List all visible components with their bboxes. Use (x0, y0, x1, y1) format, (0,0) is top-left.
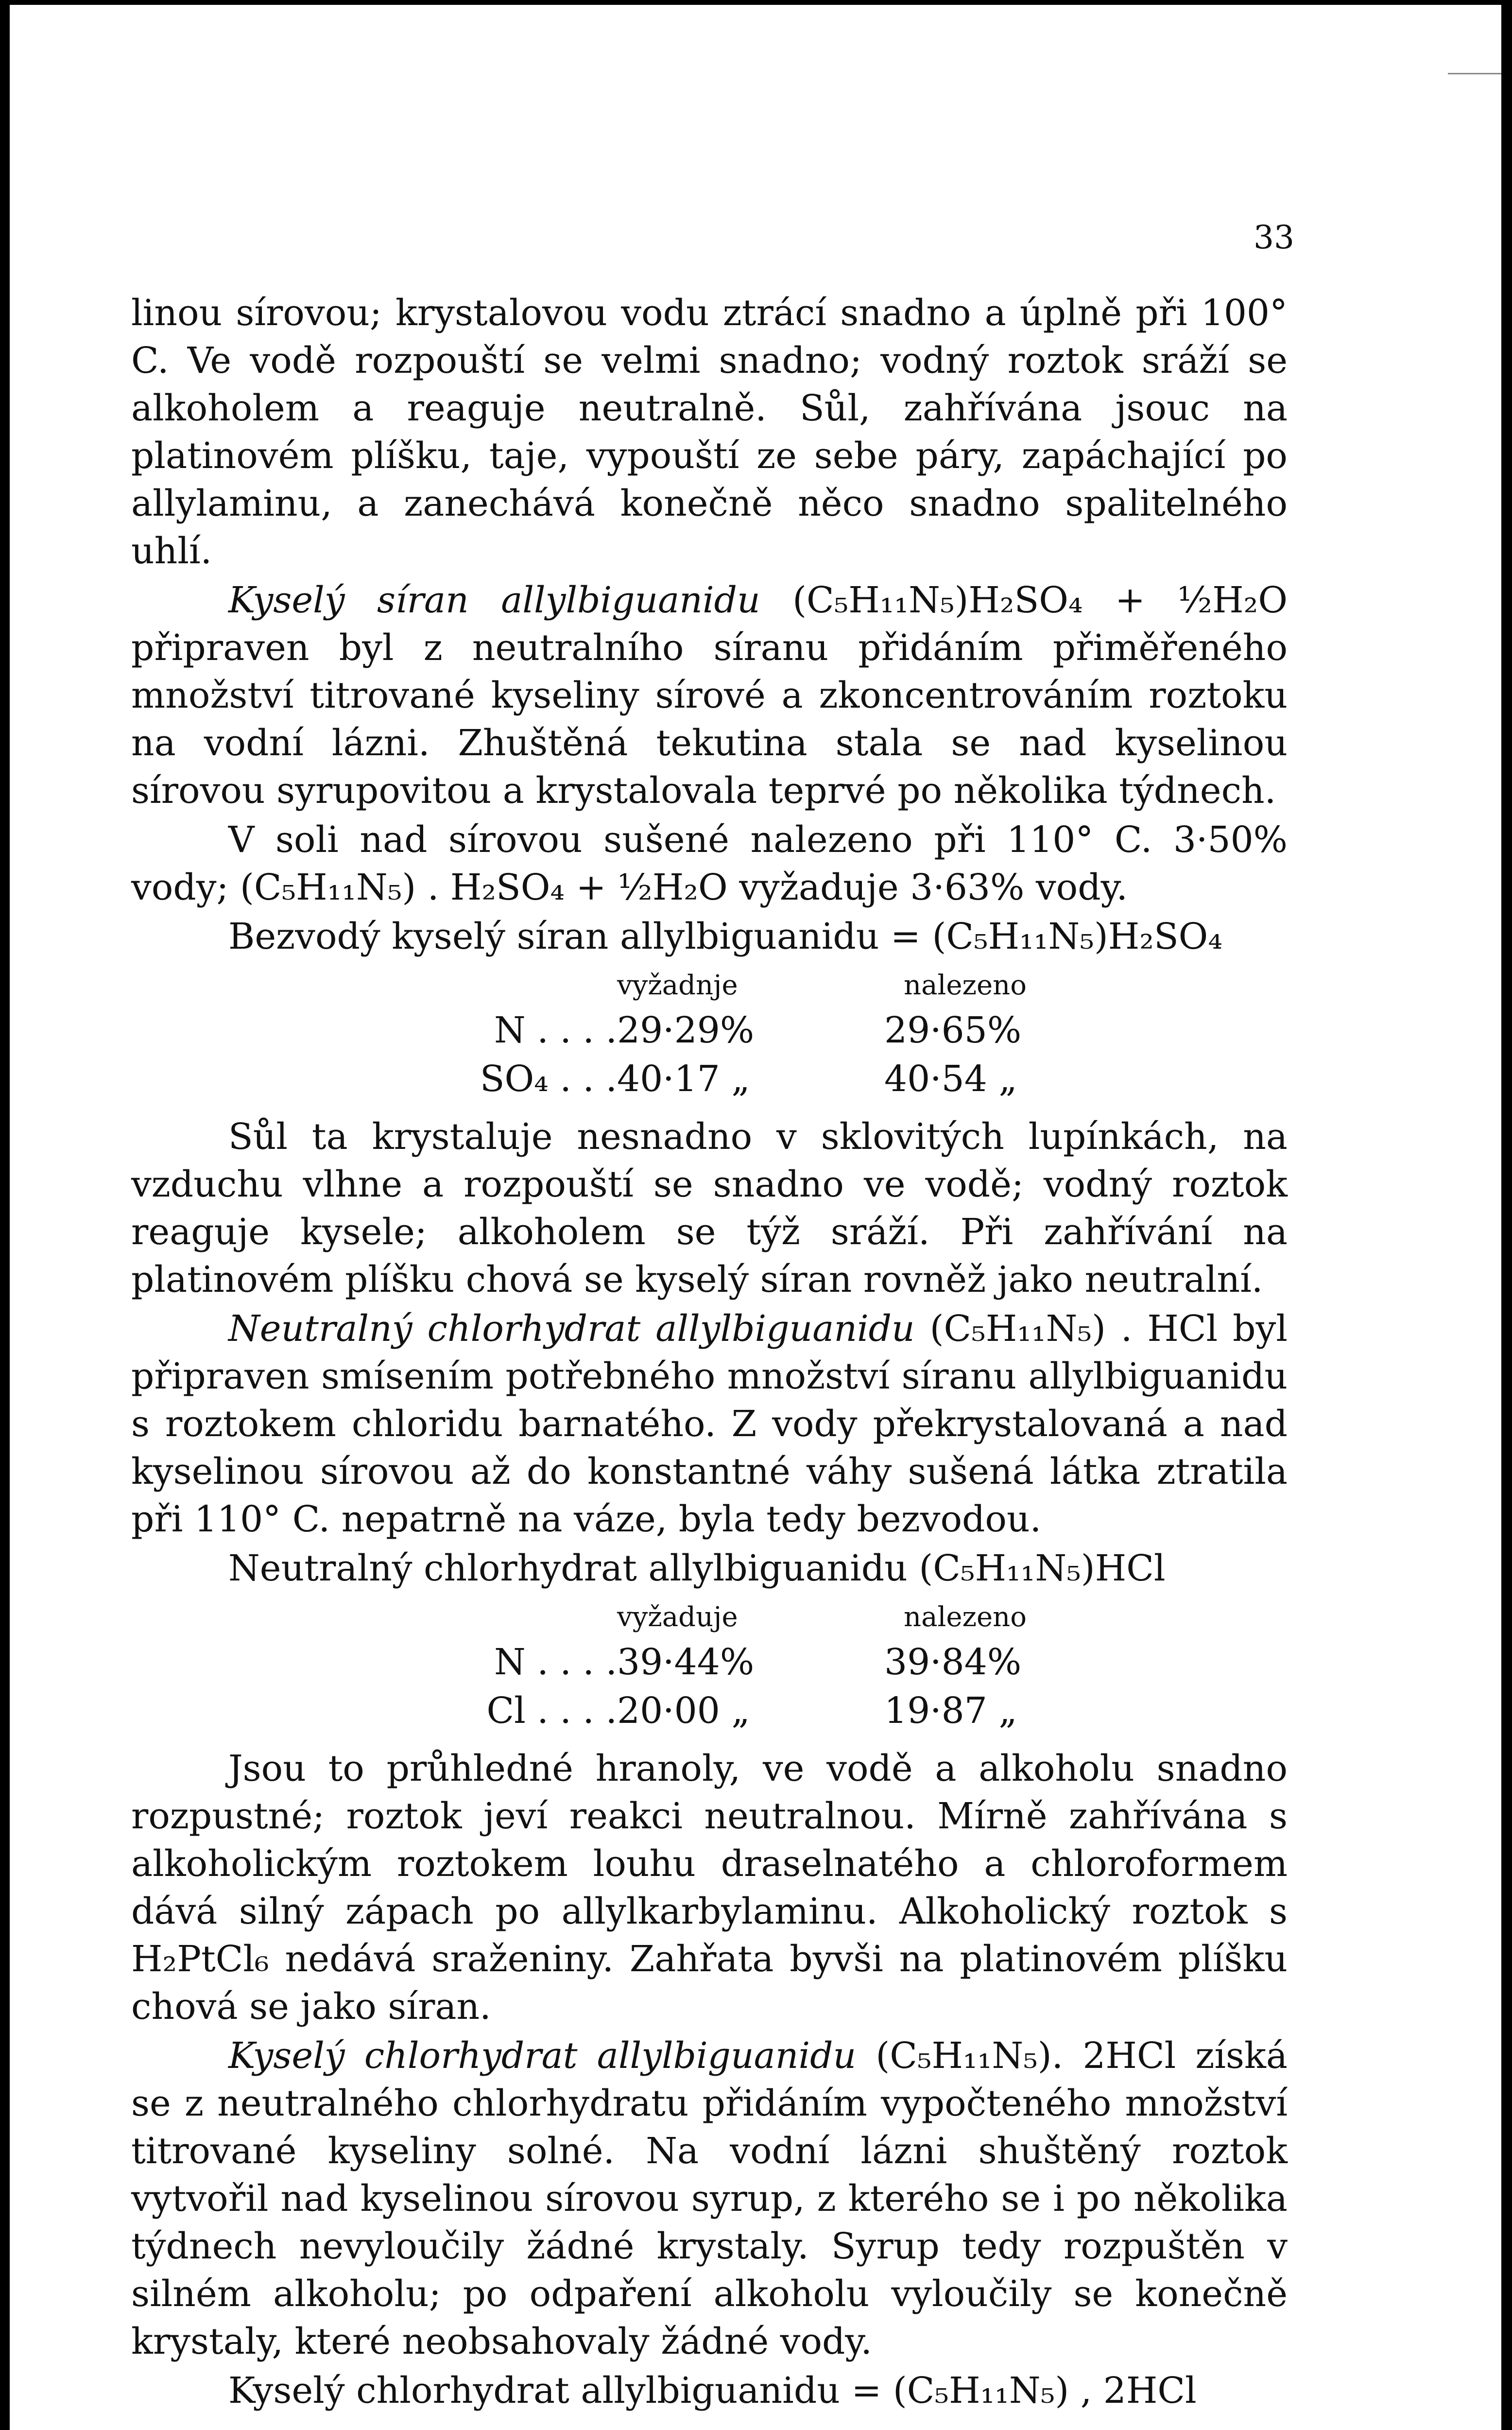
paragraph-5 (131, 1305, 1288, 1543)
element-symbol: Cl (486, 1690, 526, 1732)
leader-dots: . . . (560, 1058, 617, 1100)
paragraph-2 (131, 576, 1288, 815)
element-symbol: N (494, 1009, 526, 1051)
leader-dots: . . . . (537, 1690, 617, 1732)
found-value: 19·87 „ (884, 1690, 1017, 1732)
table-header (131, 965, 1288, 1006)
header-found: nalezeno (904, 1601, 1027, 1633)
page-number: 33 (1254, 219, 1294, 256)
paragraph-7-text: (C₅H₁₁N₅). 2HCl získá se z neutralného chlorhydratu přidáním vypočteného množství titrované kyseliny solné. Na vodní lázni shuštěný roztok vytvořil nad kyselinou sírovou syrup, z kterého se i po několika týdnech nevyloučily žádné krystaly. Syrup tedy rozpuštěn v silném alkoholu; po odpaření alkoholu vyloučily se konečně krystaly, které neobsahovaly žádné vody. (131, 2035, 1288, 2362)
header-required: vyžaduje (617, 1601, 738, 1633)
paragraph-2-text: (C₅H₁₁N₅)H₂SO₄ + ½H₂O připraven byl z neutralního síranu přidáním přiměřeného množství titrované kyseliny sírové a zkoncentrováním roztoku na vodní lázni. Zhuštěná tekutina stala se nad kyselinou sírovou syrupovitou a krystalovala teprvé po několika týdnech. (131, 579, 1288, 812)
found-value: 29·65% (884, 1009, 1022, 1051)
table-header (131, 1597, 1288, 1638)
table-row (131, 1686, 1288, 1735)
formula-anhydrous-acid-sulfate: Bezvodý kyselý síran allylbiguanidu = (C₅H₁₁N₅)H₂SO₄ (228, 916, 1222, 957)
table-row (131, 1055, 1288, 1103)
compound-title-acid-chlorhydrate: Kyselý chlorhydrat allylbiguanidu (228, 2035, 857, 2077)
found-value: 40·54 „ (884, 1058, 1017, 1100)
paragraph-7 (131, 2032, 1288, 2365)
paragraph-6: Jsou to průhledné hranoly, ve vodě a alkoholu snadno rozpustné; roztok jeví reakci neutralnou. Mírně zahřívána s alkoholickým roztokem louhu draselnatého a chloroformem dává silný zápach po allylkarbylaminu. Alkoholický roztok s H₂PtCl₆ nedává sraženiny. Zahřata byvši na platinovém plíšku chová se jako síran. (131, 1748, 1288, 2028)
element-symbol: N (494, 1641, 526, 1683)
body-text (131, 289, 1288, 2414)
leader-dots: . . . . (537, 1009, 617, 1051)
required-value: 29·29% (617, 1009, 755, 1051)
element-symbol: SO₄ (480, 1058, 549, 1100)
compound-title-acid-sulfate: Kyselý síran allylbiguanidu (228, 579, 760, 621)
required-value: 20·00 „ (617, 1690, 750, 1732)
paragraph-1: linou sírovou; krystalovou vodu ztrácí snadno a úplně při 100° C. Ve vodě rozpouští se velmi snadno; vodný roztok sráží se alkoholem a reaguje neutralně. Sůl, zahřívána jsouc na platinovém plíšku, taje, vypouští ze sebe páry, zapáchající po allylaminu, a zanechává konečně něco snadno spalitelného uhlí. (131, 292, 1288, 572)
page-edge-mark (1448, 15, 1501, 74)
found-value: 39·84% (884, 1641, 1022, 1683)
composition-table-chlorhydrate (131, 1597, 1288, 1735)
paragraph-4: Sůl ta krystaluje nesnadno v sklovitých lupínkách, na vzduchu vlhne a rozpouští se snadno ve vodě; vodný roztok reaguje kysele; alkoholem se týž sráží. Při zahřívání na platinovém plíšku chová se kyselý síran rovněž jako neutralní. (131, 1116, 1288, 1301)
formula-neutral-chlorhydrate: Neutralný chlorhydrat allylbiguanidu (C₅H₁₁N₅)HCl (228, 1547, 1166, 1589)
compound-title-neutral-chlorhydrate: Neutralný chlorhydrat allylbiguanidu (228, 1308, 915, 1350)
composition-table-sulfate (131, 965, 1288, 1103)
table-row (131, 1006, 1288, 1055)
scanned-page (10, 5, 1501, 2430)
paragraph-3: V soli nad sírovou sušené nalezeno při 110° C. 3·50% vody; (C₅H₁₁N₅) . H₂SO₄ + ½H₂O vyžaduje 3·63% vody. (131, 819, 1288, 908)
header-required: vyžadnje (617, 970, 738, 1001)
table-row (131, 1638, 1288, 1686)
required-value: 40·17 „ (617, 1058, 750, 1100)
formula-acid-chlorhydrate: Kyselý chlorhydrat allylbiguanidu = (C₅H₁₁N₅) , 2HCl (228, 2370, 1197, 2412)
header-found: nalezeno (904, 970, 1027, 1001)
paragraph-5-text: (C₅H₁₁N₅) . HCl byl připraven smísením potřebného množství síranu allylbiguanidu s roztokem chloridu barnatého. Z vody překrystalovaná a nad kyselinou sírovou až do konstantné váhy sušená látka ztratila při 110° C. nepatrně na váze, byla tedy bezvodou. (131, 1308, 1288, 1540)
leader-dots: . . . . (537, 1641, 617, 1683)
required-value: 39·44% (617, 1641, 755, 1683)
